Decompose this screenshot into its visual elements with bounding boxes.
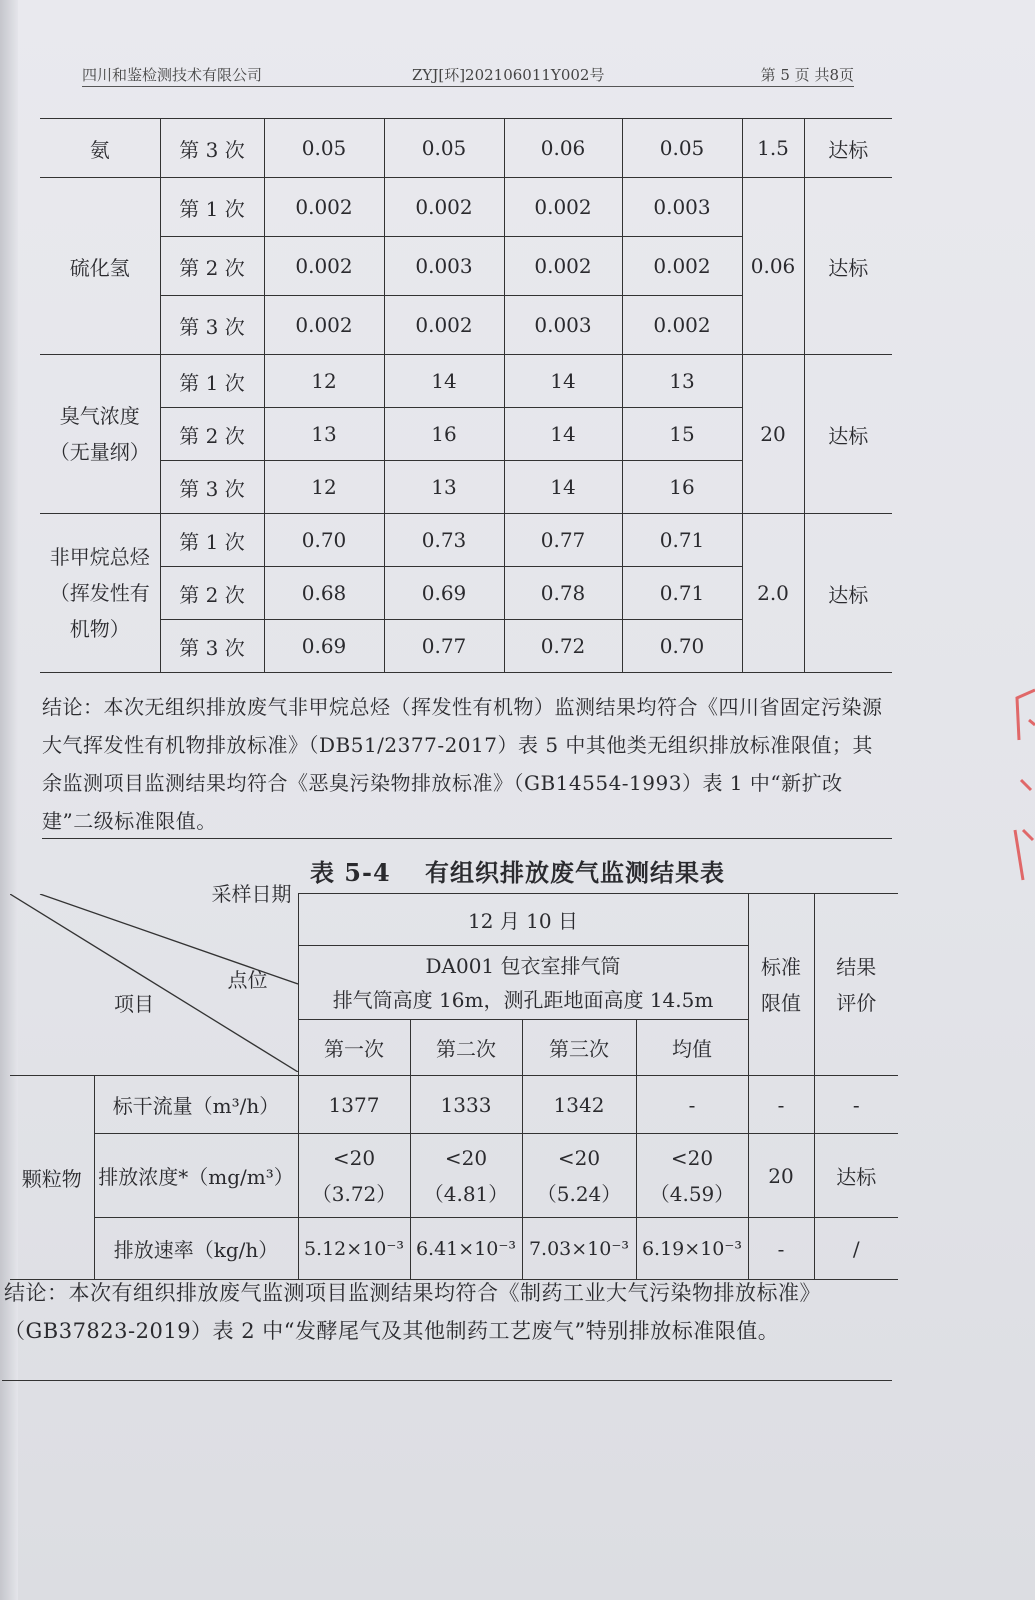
item-cell: 硫化氢 — [40, 178, 160, 355]
table-title: 表 5-4 有组织排放废气监测结果表 — [309, 858, 726, 887]
std-cell: 20 — [748, 1134, 814, 1218]
eval-cell: 达标 — [804, 355, 892, 514]
value-main: <20 — [557, 1145, 601, 1170]
std-header-text: 标准限值 — [761, 954, 801, 1015]
col-header: 第三次 — [522, 1020, 636, 1076]
eval-header — [814, 894, 898, 1076]
item-unit: （无量纲） — [49, 440, 150, 464]
page-number: 第 5 页 共8页 — [760, 66, 854, 84]
sample-label: 第 2 次 — [160, 237, 264, 296]
row-label: 排放浓度*（mg/m³） — [94, 1134, 298, 1218]
table-row — [40, 178, 892, 237]
value-cell: 0.77 — [504, 514, 622, 567]
value-cell: 0.002 — [622, 296, 742, 355]
col-header: 均值 — [636, 1020, 748, 1076]
sample-label: 第 2 次 — [160, 408, 264, 461]
value-cell — [522, 1134, 636, 1218]
divider — [2, 1380, 892, 1381]
sample-label: 第 3 次 — [160, 296, 264, 355]
col-header: 第一次 — [298, 1020, 410, 1076]
value-cell — [410, 1134, 522, 1218]
value-cell: 0.002 — [264, 237, 384, 296]
value-cell: 0.05 — [264, 119, 384, 178]
site-name: DA001 包衣室排气筒 — [425, 953, 621, 978]
diag-label-item: 项目 — [114, 991, 154, 1016]
value-cell: 0.002 — [504, 178, 622, 237]
eval-cell: - — [814, 1076, 898, 1134]
sample-label: 第 3 次 — [160, 620, 264, 673]
value-cell — [298, 1134, 410, 1218]
value-cell: 0.71 — [622, 567, 742, 620]
value-cell: 0.70 — [264, 514, 384, 567]
table-row — [10, 1218, 898, 1280]
std-cell: 1.5 — [742, 119, 804, 178]
value-cell: 12 — [264, 461, 384, 514]
page-binding-shadow — [0, 0, 18, 1600]
value-cell: 0.002 — [264, 178, 384, 237]
value-cell: 0.002 — [384, 178, 504, 237]
group-cell: 颗粒物 — [10, 1076, 94, 1280]
std-cell: 20 — [742, 355, 804, 514]
site-cell — [298, 946, 748, 1020]
value-cell: 0.72 — [504, 620, 622, 673]
value-cell: 5.12×10⁻³ — [298, 1218, 410, 1280]
eval-cell: 达标 — [804, 178, 892, 355]
item-cell — [40, 514, 160, 673]
report-number: ZYJ[环]202106011Y002号 — [412, 66, 605, 84]
std-cell: - — [748, 1076, 814, 1134]
value-sub: （5.24） — [536, 1181, 622, 1206]
value-cell: 14 — [504, 408, 622, 461]
site-desc: 排气筒高度 16m，测孔距地面高度 14.5m — [332, 987, 714, 1012]
red-seal-edge — [1009, 680, 1035, 910]
value-cell: 0.73 — [384, 514, 504, 567]
row-label: 标干流量（m³/h） — [94, 1076, 298, 1134]
value-main: <20 — [332, 1145, 376, 1170]
value-cell: 0.71 — [622, 514, 742, 567]
divider — [42, 838, 892, 839]
value-cell: 0.06 — [504, 119, 622, 178]
std-cell: - — [748, 1218, 814, 1280]
sample-date: 12 月 10 日 — [298, 894, 748, 946]
value-cell: 13 — [264, 408, 384, 461]
value-cell: 7.03×10⁻³ — [522, 1218, 636, 1280]
std-cell: 2.0 — [742, 514, 804, 673]
sample-label: 第 3 次 — [160, 119, 264, 178]
value-cell: 0.70 — [622, 620, 742, 673]
unorganized-emission-table — [40, 118, 892, 673]
diag-label-site: 点位 — [227, 967, 268, 992]
eval-cell: / — [814, 1218, 898, 1280]
value-sub: （3.72） — [311, 1181, 397, 1206]
table-row — [40, 514, 892, 567]
sample-label: 第 3 次 — [160, 461, 264, 514]
std-header — [748, 894, 814, 1076]
std-cell: 0.06 — [742, 178, 804, 355]
item-name: 臭气浓度 — [59, 404, 140, 428]
value-cell: 12 — [264, 355, 384, 408]
value-cell: 16 — [384, 408, 504, 461]
value-cell: 16 — [622, 461, 742, 514]
value-cell: 15 — [622, 408, 742, 461]
conclusion-organized: 结论：本次有组织排放废气监测项目监测结果均符合《制药工业大气污染物排放标准》（GB37823-2019）表 2 中“发酵尾气及其他制药工艺废气”特别排放标准限值。 — [4, 1281, 821, 1343]
value-main: <20 — [444, 1145, 488, 1170]
value-cell: 0.002 — [504, 237, 622, 296]
value-cell: 1377 — [298, 1076, 410, 1134]
value-cell: 1342 — [522, 1076, 636, 1134]
diag-label-date: 采样日期 — [211, 881, 292, 906]
value-cell: 0.002 — [384, 296, 504, 355]
value-cell: 0.78 — [504, 567, 622, 620]
conclusion-unorganized: 结论：本次无组织排放废气非甲烷总烃（挥发性有机物）监测结果均符合《四川省固定污染源大气挥发性有机物排放标准》（DB51/2377-2017）表 5 中其他类无组织排放标准限值；其余监测项目监测结果均符合《恶臭污染物排放标准》（GB14554-1993）表 1 中“新扩改建”二级标准限值。 — [42, 695, 883, 833]
value-main: <20 — [670, 1145, 714, 1170]
item-name: 非甲烷总烃 — [49, 545, 150, 569]
eval-header-text: 结果评价 — [836, 954, 877, 1015]
value-cell: 13 — [384, 461, 504, 514]
value-cell: 14 — [384, 355, 504, 408]
value-cell: 0.05 — [622, 119, 742, 178]
value-cell: 6.41×10⁻³ — [410, 1218, 522, 1280]
value-cell: 0.003 — [622, 178, 742, 237]
value-cell: 0.05 — [384, 119, 504, 178]
table-row — [10, 894, 898, 946]
value-cell: 0.69 — [384, 567, 504, 620]
company-name: 四川和鉴检测技术有限公司 — [82, 66, 263, 84]
value-cell: 0.68 — [264, 567, 384, 620]
sample-label: 第 1 次 — [160, 178, 264, 237]
value-cell: 0.003 — [384, 237, 504, 296]
item-cell: 氨 — [40, 119, 160, 178]
row-label: 排放速率（kg/h） — [94, 1218, 298, 1280]
value-cell: 0.002 — [264, 296, 384, 355]
sample-label: 第 1 次 — [160, 355, 264, 408]
eval-cell: 达标 — [814, 1134, 898, 1218]
value-cell: 0.003 — [504, 296, 622, 355]
item-name-3: 机物） — [69, 617, 130, 641]
value-cell: 14 — [504, 355, 622, 408]
eval-cell: 达标 — [804, 514, 892, 673]
value-sub: （4.59） — [649, 1181, 735, 1206]
organized-emission-table — [10, 881, 898, 1280]
diagonal-header — [10, 881, 298, 1076]
item-cell — [40, 355, 160, 514]
col-header: 第二次 — [410, 1020, 522, 1076]
value-cell: 13 — [622, 355, 742, 408]
eval-cell: 达标 — [804, 119, 892, 178]
value-cell: 0.002 — [622, 237, 742, 296]
table-row — [40, 355, 892, 408]
value-cell: 0.69 — [264, 620, 384, 673]
sample-label: 第 2 次 — [160, 567, 264, 620]
table-row — [10, 1076, 898, 1134]
table-row — [10, 1134, 898, 1218]
value-cell: 14 — [504, 461, 622, 514]
sample-label: 第 1 次 — [160, 514, 264, 567]
seal-fragment — [1009, 680, 1035, 910]
value-sub: （4.81） — [423, 1181, 509, 1206]
value-cell: 1333 — [410, 1076, 522, 1134]
page-header — [82, 64, 854, 87]
item-name-2: （挥发性有 — [49, 581, 150, 605]
value-cell: - — [636, 1076, 748, 1134]
value-cell: 0.77 — [384, 620, 504, 673]
value-cell: 6.19×10⁻³ — [636, 1218, 748, 1280]
value-cell — [636, 1134, 748, 1218]
table-row — [40, 119, 892, 178]
